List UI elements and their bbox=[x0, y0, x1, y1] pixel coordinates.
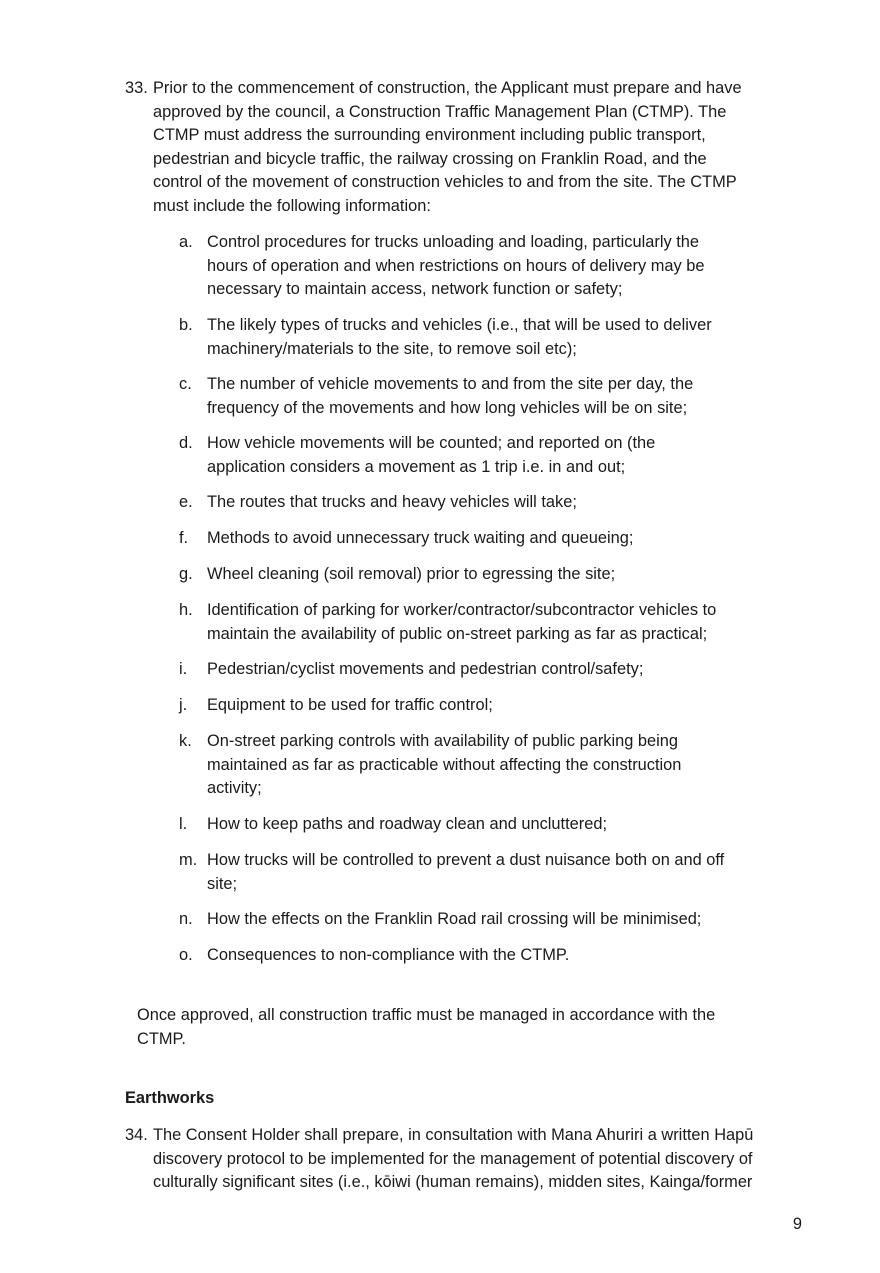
list-item-letter: g. bbox=[179, 565, 193, 583]
list-item-letter: b. bbox=[179, 316, 193, 334]
list-item-letter: f. bbox=[179, 529, 189, 547]
clause-number: 34. bbox=[125, 1126, 148, 1144]
text-line: pedestrian and bicycle traffic, the railway crossing on Franklin Road, and the bbox=[153, 149, 707, 168]
clause-number: 33. bbox=[125, 79, 148, 97]
list-item-letter: i. bbox=[179, 660, 188, 678]
list-item-letter: d. bbox=[179, 434, 193, 452]
text-line: How the effects on the Franklin Road rail crossing will be minimised; bbox=[207, 910, 702, 928]
text-line: discovery protocol to be implemented for the management of potential discovery of bbox=[153, 1149, 753, 1168]
text-line: application considers a movement as 1 trip i.e. in and out; bbox=[207, 457, 626, 476]
list-item-letter: n. bbox=[179, 910, 193, 928]
text-line: The Consent Holder shall prepare, in consultation with Mana Ahuriri a written Hapū bbox=[153, 1126, 754, 1144]
text-line: maintain the availability of public on-street parking as far as practical; bbox=[207, 624, 708, 643]
text-line: must include the following information: bbox=[153, 196, 431, 215]
text-line: approved by the council, a Construction Traffic Management Plan (CTMP). The bbox=[153, 102, 727, 121]
closing-paragraph bbox=[137, 1004, 715, 1051]
text-line: control of the movement of construction vehicles to and from the site. The CTMP bbox=[153, 173, 737, 191]
text-line: hours of operation and when restrictions on hours of delivery may be bbox=[207, 256, 705, 275]
list-item-text bbox=[207, 231, 704, 302]
list-item-text bbox=[207, 730, 681, 801]
section-heading: Earthworks bbox=[125, 1089, 215, 1107]
text-line: Control procedures for trucks unloading and loading, particularly the bbox=[207, 233, 699, 251]
text-line: Methods to avoid unnecessary truck waiting and queueing; bbox=[207, 529, 634, 547]
text-line: Equipment to be used for traffic control; bbox=[207, 696, 493, 714]
text-line: CTMP must address the surrounding environment including public transport, bbox=[153, 126, 706, 144]
list-item-text bbox=[207, 373, 693, 420]
list-item-text bbox=[207, 563, 615, 587]
list-item-letter: l. bbox=[179, 815, 188, 833]
text-line: How vehicle movements will be counted; and reported on (the bbox=[207, 434, 656, 452]
text-line: How to keep paths and roadway clean and uncluttered; bbox=[207, 815, 608, 833]
clause-text bbox=[153, 77, 742, 218]
list-item-text bbox=[207, 432, 655, 479]
page-number: 9 bbox=[792, 1215, 802, 1233]
list-item-text bbox=[207, 599, 716, 646]
list-item-text bbox=[207, 849, 724, 896]
text-line: Identification of parking for worker/contractor/subcontractor vehicles to bbox=[207, 601, 717, 619]
list-item-letter: e. bbox=[179, 493, 193, 511]
list-item-text bbox=[207, 527, 633, 551]
list-item-letter: c. bbox=[179, 375, 192, 393]
text-line: The likely types of trucks and vehicles (i.e., that will be used to deliver bbox=[207, 316, 712, 334]
text-line: Wheel cleaning (soil removal) prior to egressing the site; bbox=[207, 565, 616, 583]
list-item-letter: a. bbox=[179, 233, 193, 251]
text-line: The number of vehicle movements to and from the site per day, the bbox=[207, 375, 694, 393]
text-line: Once approved, all construction traffic must be managed in accordance with the bbox=[137, 1006, 716, 1024]
list-item bbox=[0, 231, 880, 301]
text-line: frequency of the movements and how long vehicles will be on site; bbox=[207, 398, 688, 417]
text-line: CTMP. bbox=[137, 1029, 186, 1048]
list-item bbox=[0, 730, 880, 800]
text-line: How trucks will be controlled to prevent a dust nuisance both on and off bbox=[207, 851, 725, 869]
list-item-letter: m. bbox=[179, 851, 198, 869]
text-line: site; bbox=[207, 874, 238, 893]
text-line: machinery/materials to the site, to remove soil etc); bbox=[207, 339, 577, 358]
text-line: maintained as far as practicable without affecting the construction bbox=[207, 755, 682, 774]
list-item-text bbox=[207, 813, 607, 837]
text-line: culturally significant sites (i.e., kōiwi (human remains), midden sites, Kainga/former bbox=[153, 1173, 753, 1191]
list-item-letter: k. bbox=[179, 732, 192, 750]
text-line: necessary to maintain access, network function or safety; bbox=[207, 280, 623, 298]
list-item-text bbox=[207, 694, 493, 718]
list-item-letter: o. bbox=[179, 946, 193, 964]
list-item-text bbox=[207, 658, 643, 682]
text-line: Consequences to non-compliance with the CTMP. bbox=[207, 946, 570, 964]
list-item-letter: j. bbox=[179, 696, 188, 714]
text-line: Prior to the commencement of construction, the Applicant must prepare and have bbox=[153, 79, 742, 97]
list-item-text bbox=[207, 491, 577, 515]
list-item-text bbox=[207, 944, 569, 968]
text-line: The routes that trucks and heavy vehicles will take; bbox=[207, 493, 577, 511]
list-item-text bbox=[207, 314, 712, 361]
text-line: On-street parking controls with availability of public parking being bbox=[207, 732, 679, 750]
list-item-letter: h. bbox=[179, 601, 193, 619]
list-item-text bbox=[207, 908, 701, 932]
text-line: Pedestrian/cyclist movements and pedestrian control/safety; bbox=[207, 660, 644, 678]
text-line: activity; bbox=[207, 779, 262, 797]
clause-text bbox=[153, 1124, 753, 1195]
